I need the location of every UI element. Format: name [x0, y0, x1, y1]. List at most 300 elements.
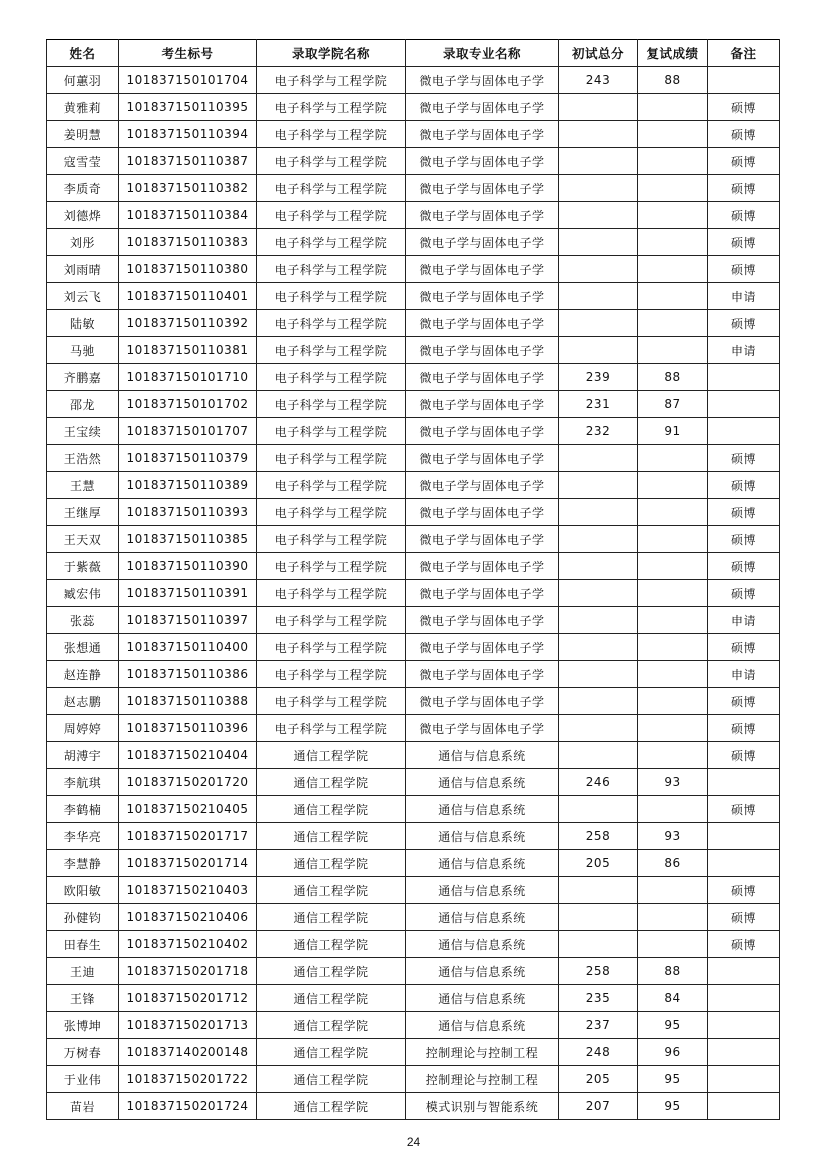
major-cell: 微电子学与固体电子学 [406, 472, 559, 499]
exam-id-cell: 101837150110383 [119, 229, 257, 256]
remark-cell: 硕博 [708, 310, 780, 337]
college-cell: 电子科学与工程学院 [257, 148, 406, 175]
exam-id-cell: 101837150110384 [119, 202, 257, 229]
remark-cell: 硕博 [708, 499, 780, 526]
exam-id-cell: 101837150210406 [119, 904, 257, 931]
retest-score-cell: 95 [638, 1012, 708, 1039]
table-row [47, 850, 780, 877]
exam-id-cell: 101837150201718 [119, 958, 257, 985]
college-cell: 通信工程学院 [257, 904, 406, 931]
initial-score-cell [559, 445, 638, 472]
table-row [47, 283, 780, 310]
name-cell: 于业伟 [47, 1066, 119, 1093]
major-cell: 微电子学与固体电子学 [406, 418, 559, 445]
remark-cell: 硕博 [708, 580, 780, 607]
remark-cell: 硕博 [708, 526, 780, 553]
exam-id-cell: 101837150110379 [119, 445, 257, 472]
exam-id-cell: 101837150101704 [119, 67, 257, 94]
initial-score-cell [559, 175, 638, 202]
retest-score-cell: 88 [638, 67, 708, 94]
retest-score-cell [638, 148, 708, 175]
name-cell: 苗岩 [47, 1093, 119, 1120]
remark-cell [708, 985, 780, 1012]
initial-score-cell [559, 742, 638, 769]
college-cell: 电子科学与工程学院 [257, 310, 406, 337]
college-cell: 电子科学与工程学院 [257, 553, 406, 580]
remark-cell: 硕博 [708, 175, 780, 202]
table-row [47, 1039, 780, 1066]
name-cell: 于紫薇 [47, 553, 119, 580]
major-cell: 控制理论与控制工程 [406, 1039, 559, 1066]
initial-score-cell [559, 796, 638, 823]
table-row [47, 1012, 780, 1039]
remark-cell: 硕博 [708, 742, 780, 769]
exam-id-cell: 101837150110385 [119, 526, 257, 553]
exam-id-cell: 101837150110390 [119, 553, 257, 580]
table-row [47, 1093, 780, 1120]
table-row [47, 688, 780, 715]
exam-id-cell: 101837150210404 [119, 742, 257, 769]
exam-id-cell: 101837150201714 [119, 850, 257, 877]
table-row [47, 229, 780, 256]
initial-score-cell [559, 931, 638, 958]
name-cell: 何蕙羽 [47, 67, 119, 94]
initial-score-cell [559, 661, 638, 688]
exam-id-cell: 101837150201717 [119, 823, 257, 850]
remark-cell: 申请 [708, 607, 780, 634]
exam-id-cell: 101837150101707 [119, 418, 257, 445]
major-cell: 通信与信息系统 [406, 796, 559, 823]
name-cell: 李鹤楠 [47, 796, 119, 823]
retest-score-cell [638, 175, 708, 202]
table-row [47, 337, 780, 364]
initial-score-cell [559, 229, 638, 256]
initial-score-cell: 246 [559, 769, 638, 796]
remark-cell: 硕博 [708, 931, 780, 958]
table-body [47, 67, 780, 1120]
exam-id-cell: 101837150201722 [119, 1066, 257, 1093]
name-cell: 张博坤 [47, 1012, 119, 1039]
retest-score-cell [638, 553, 708, 580]
retest-score-cell [638, 472, 708, 499]
name-cell: 张蕊 [47, 607, 119, 634]
retest-score-header: 复试成绩 [638, 40, 708, 67]
name-cell: 刘云飞 [47, 283, 119, 310]
remark-cell [708, 1039, 780, 1066]
name-cell: 欧阳敏 [47, 877, 119, 904]
major-cell: 微电子学与固体电子学 [406, 67, 559, 94]
retest-score-cell [638, 634, 708, 661]
name-cell: 齐鹏嘉 [47, 364, 119, 391]
initial-score-cell [559, 526, 638, 553]
major-cell: 微电子学与固体电子学 [406, 337, 559, 364]
college-cell: 电子科学与工程学院 [257, 229, 406, 256]
name-cell: 王浩然 [47, 445, 119, 472]
remark-cell [708, 364, 780, 391]
major-cell: 微电子学与固体电子学 [406, 688, 559, 715]
exam-id-cell: 101837150110380 [119, 256, 257, 283]
name-cell: 李华亮 [47, 823, 119, 850]
table-row [47, 121, 780, 148]
name-cell: 李质奇 [47, 175, 119, 202]
major-cell: 通信与信息系统 [406, 904, 559, 931]
college-cell: 电子科学与工程学院 [257, 202, 406, 229]
college-cell: 通信工程学院 [257, 877, 406, 904]
college-cell: 通信工程学院 [257, 985, 406, 1012]
major-cell: 通信与信息系统 [406, 958, 559, 985]
remark-cell: 硕博 [708, 796, 780, 823]
table-row [47, 1066, 780, 1093]
major-cell: 通信与信息系统 [406, 823, 559, 850]
exam-id-cell: 101837140200148 [119, 1039, 257, 1066]
exam-id-cell: 101837150110388 [119, 688, 257, 715]
initial-score-cell [559, 337, 638, 364]
college-cell: 电子科学与工程学院 [257, 661, 406, 688]
name-cell: 刘德烨 [47, 202, 119, 229]
major-cell: 通信与信息系统 [406, 769, 559, 796]
exam-id-cell: 101837150110395 [119, 94, 257, 121]
major-cell: 微电子学与固体电子学 [406, 364, 559, 391]
name-cell: 田春生 [47, 931, 119, 958]
exam-id-cell: 101837150110386 [119, 661, 257, 688]
initial-score-cell: 243 [559, 67, 638, 94]
exam-id-cell: 101837150110389 [119, 472, 257, 499]
initial-score-cell [559, 499, 638, 526]
remark-cell: 硕博 [708, 445, 780, 472]
remark-cell: 硕博 [708, 256, 780, 283]
major-cell: 微电子学与固体电子学 [406, 256, 559, 283]
retest-score-cell: 87 [638, 391, 708, 418]
college-cell: 电子科学与工程学院 [257, 94, 406, 121]
college-cell: 通信工程学院 [257, 958, 406, 985]
remark-cell: 硕博 [708, 94, 780, 121]
exam-id-cell: 101837150110400 [119, 634, 257, 661]
retest-score-cell [638, 580, 708, 607]
initial-score-cell [559, 877, 638, 904]
initial-score-cell [559, 148, 638, 175]
college-cell: 电子科学与工程学院 [257, 526, 406, 553]
retest-score-cell [638, 877, 708, 904]
retest-score-cell [638, 202, 708, 229]
table-header [47, 40, 780, 67]
retest-score-cell [638, 715, 708, 742]
remark-cell [708, 769, 780, 796]
name-cell: 邵龙 [47, 391, 119, 418]
initial-score-cell [559, 283, 638, 310]
table-row [47, 148, 780, 175]
table-row [47, 526, 780, 553]
college-cell: 电子科学与工程学院 [257, 175, 406, 202]
college-cell: 通信工程学院 [257, 769, 406, 796]
name-cell: 黄雅莉 [47, 94, 119, 121]
major-cell: 通信与信息系统 [406, 931, 559, 958]
table-row [47, 580, 780, 607]
college-cell: 通信工程学院 [257, 1093, 406, 1120]
retest-score-cell [638, 283, 708, 310]
college-cell: 通信工程学院 [257, 796, 406, 823]
retest-score-cell [638, 94, 708, 121]
table-row [47, 715, 780, 742]
major-cell: 微电子学与固体电子学 [406, 661, 559, 688]
name-cell: 赵志鹏 [47, 688, 119, 715]
admission-table [46, 39, 780, 1120]
table-row [47, 445, 780, 472]
major-cell: 控制理论与控制工程 [406, 1066, 559, 1093]
exam-id-cell: 101837150201713 [119, 1012, 257, 1039]
table-row [47, 499, 780, 526]
table-row [47, 769, 780, 796]
college-cell: 通信工程学院 [257, 850, 406, 877]
retest-score-cell [638, 742, 708, 769]
initial-score-cell: 237 [559, 1012, 638, 1039]
retest-score-cell: 93 [638, 823, 708, 850]
major-cell: 微电子学与固体电子学 [406, 580, 559, 607]
name-cell: 万树春 [47, 1039, 119, 1066]
initial-score-cell [559, 553, 638, 580]
table-row [47, 877, 780, 904]
major-cell: 微电子学与固体电子学 [406, 229, 559, 256]
remark-cell: 硕博 [708, 121, 780, 148]
major-cell: 通信与信息系统 [406, 1012, 559, 1039]
retest-score-cell: 96 [638, 1039, 708, 1066]
remark-cell [708, 1093, 780, 1120]
table-row [47, 931, 780, 958]
major-cell: 通信与信息系统 [406, 850, 559, 877]
table-row [47, 472, 780, 499]
major-cell: 微电子学与固体电子学 [406, 445, 559, 472]
name-cell: 刘雨晴 [47, 256, 119, 283]
initial-score-cell [559, 715, 638, 742]
initial-score-cell [559, 688, 638, 715]
initial-score-cell: 258 [559, 958, 638, 985]
name-cell: 王慧 [47, 472, 119, 499]
remark-cell [708, 850, 780, 877]
retest-score-cell [638, 661, 708, 688]
name-cell: 张想通 [47, 634, 119, 661]
table-row [47, 67, 780, 94]
college-cell: 通信工程学院 [257, 1012, 406, 1039]
major-cell: 通信与信息系统 [406, 742, 559, 769]
remark-cell: 硕博 [708, 229, 780, 256]
exam-id-cell: 101837150110391 [119, 580, 257, 607]
initial-score-cell [559, 904, 638, 931]
remark-cell: 硕博 [708, 904, 780, 931]
table-row [47, 634, 780, 661]
name-cell: 寇雪莹 [47, 148, 119, 175]
remark-header: 备注 [708, 40, 780, 67]
exam-id-cell: 101837150110393 [119, 499, 257, 526]
remark-cell [708, 1012, 780, 1039]
retest-score-cell [638, 526, 708, 553]
retest-score-cell [638, 256, 708, 283]
college-cell: 电子科学与工程学院 [257, 715, 406, 742]
major-cell: 微电子学与固体电子学 [406, 526, 559, 553]
major-cell: 微电子学与固体电子学 [406, 94, 559, 121]
college-cell: 通信工程学院 [257, 1039, 406, 1066]
remark-cell [708, 823, 780, 850]
college-cell: 通信工程学院 [257, 742, 406, 769]
initial-score-cell: 258 [559, 823, 638, 850]
major-cell: 微电子学与固体电子学 [406, 121, 559, 148]
exam-id-cell: 101837150110382 [119, 175, 257, 202]
remark-cell: 硕博 [708, 553, 780, 580]
retest-score-cell [638, 607, 708, 634]
retest-score-cell: 88 [638, 364, 708, 391]
major-header: 录取专业名称 [406, 40, 559, 67]
remark-cell: 硕博 [708, 634, 780, 661]
college-cell: 电子科学与工程学院 [257, 256, 406, 283]
name-cell: 王迪 [47, 958, 119, 985]
retest-score-cell [638, 310, 708, 337]
initial-score-cell [559, 472, 638, 499]
college-cell: 通信工程学院 [257, 931, 406, 958]
initial-score-cell: 239 [559, 364, 638, 391]
retest-score-cell: 84 [638, 985, 708, 1012]
college-header: 录取学院名称 [257, 40, 406, 67]
name-cell: 臧宏伟 [47, 580, 119, 607]
remark-cell: 硕博 [708, 472, 780, 499]
exam-id-cell: 101837150201712 [119, 985, 257, 1012]
name-cell: 刘彤 [47, 229, 119, 256]
remark-cell: 硕博 [708, 202, 780, 229]
major-cell: 微电子学与固体电子学 [406, 607, 559, 634]
major-cell: 微电子学与固体电子学 [406, 202, 559, 229]
initial-score-cell: 232 [559, 418, 638, 445]
exam-id-header: 考生标号 [119, 40, 257, 67]
initial-score-cell [559, 634, 638, 661]
retest-score-cell: 95 [638, 1093, 708, 1120]
college-cell: 电子科学与工程学院 [257, 472, 406, 499]
table-row [47, 607, 780, 634]
retest-score-cell: 91 [638, 418, 708, 445]
name-header: 姓名 [47, 40, 119, 67]
table-row [47, 985, 780, 1012]
major-cell: 微电子学与固体电子学 [406, 310, 559, 337]
table-row [47, 364, 780, 391]
table-row [47, 553, 780, 580]
retest-score-cell: 93 [638, 769, 708, 796]
table-row [47, 391, 780, 418]
major-cell: 微电子学与固体电子学 [406, 175, 559, 202]
name-cell: 王继厚 [47, 499, 119, 526]
exam-id-cell: 101837150210402 [119, 931, 257, 958]
name-cell: 李慧静 [47, 850, 119, 877]
table-row [47, 823, 780, 850]
initial-score-cell: 248 [559, 1039, 638, 1066]
exam-id-cell: 101837150101710 [119, 364, 257, 391]
exam-id-cell: 101837150110396 [119, 715, 257, 742]
college-cell: 电子科学与工程学院 [257, 499, 406, 526]
header-row [47, 40, 780, 67]
remark-cell [708, 418, 780, 445]
exam-id-cell: 101837150201720 [119, 769, 257, 796]
exam-id-cell: 101837150110394 [119, 121, 257, 148]
initial-score-cell [559, 256, 638, 283]
remark-cell: 申请 [708, 661, 780, 688]
table-row [47, 94, 780, 121]
remark-cell: 硕博 [708, 688, 780, 715]
college-cell: 电子科学与工程学院 [257, 688, 406, 715]
major-cell: 微电子学与固体电子学 [406, 499, 559, 526]
table-row [47, 418, 780, 445]
exam-id-cell: 101837150201724 [119, 1093, 257, 1120]
remark-cell: 硕博 [708, 715, 780, 742]
college-cell: 通信工程学院 [257, 1066, 406, 1093]
initial-score-cell [559, 121, 638, 148]
college-cell: 电子科学与工程学院 [257, 445, 406, 472]
initial-score-cell: 205 [559, 850, 638, 877]
initial-score-cell: 205 [559, 1066, 638, 1093]
retest-score-cell [638, 904, 708, 931]
college-cell: 电子科学与工程学院 [257, 337, 406, 364]
exam-id-cell: 101837150110401 [119, 283, 257, 310]
name-cell: 周婷婷 [47, 715, 119, 742]
initial-score-cell [559, 94, 638, 121]
retest-score-cell [638, 796, 708, 823]
college-cell: 电子科学与工程学院 [257, 580, 406, 607]
name-cell: 王锋 [47, 985, 119, 1012]
retest-score-cell [638, 931, 708, 958]
table-row [47, 742, 780, 769]
major-cell: 微电子学与固体电子学 [406, 634, 559, 661]
table-row [47, 202, 780, 229]
exam-id-cell: 101837150101702 [119, 391, 257, 418]
college-cell: 电子科学与工程学院 [257, 634, 406, 661]
exam-id-cell: 101837150110397 [119, 607, 257, 634]
college-cell: 通信工程学院 [257, 823, 406, 850]
major-cell: 微电子学与固体电子学 [406, 148, 559, 175]
initial-score-cell: 235 [559, 985, 638, 1012]
page-number: 24 [406, 1135, 421, 1149]
exam-id-cell: 101837150110381 [119, 337, 257, 364]
remark-cell: 申请 [708, 283, 780, 310]
exam-id-cell: 101837150210405 [119, 796, 257, 823]
name-cell: 马驰 [47, 337, 119, 364]
retest-score-cell [638, 499, 708, 526]
name-cell: 陆敏 [47, 310, 119, 337]
major-cell: 微电子学与固体电子学 [406, 553, 559, 580]
name-cell: 李航琪 [47, 769, 119, 796]
initial-score-header: 初试总分 [559, 40, 638, 67]
remark-cell: 硕博 [708, 148, 780, 175]
retest-score-cell: 95 [638, 1066, 708, 1093]
initial-score-cell [559, 202, 638, 229]
retest-score-cell [638, 445, 708, 472]
name-cell: 王宝续 [47, 418, 119, 445]
name-cell: 姜明慧 [47, 121, 119, 148]
name-cell: 胡溥宇 [47, 742, 119, 769]
remark-cell [708, 958, 780, 985]
college-cell: 电子科学与工程学院 [257, 67, 406, 94]
retest-score-cell [638, 337, 708, 364]
college-cell: 电子科学与工程学院 [257, 607, 406, 634]
major-cell: 模式识别与智能系统 [406, 1093, 559, 1120]
table-row [47, 661, 780, 688]
table-row [47, 310, 780, 337]
name-cell: 王天双 [47, 526, 119, 553]
major-cell: 微电子学与固体电子学 [406, 283, 559, 310]
name-cell: 孙健钧 [47, 904, 119, 931]
major-cell: 微电子学与固体电子学 [406, 391, 559, 418]
retest-score-cell [638, 688, 708, 715]
remark-cell [708, 1066, 780, 1093]
exam-id-cell: 101837150210403 [119, 877, 257, 904]
remark-cell: 申请 [708, 337, 780, 364]
college-cell: 电子科学与工程学院 [257, 283, 406, 310]
exam-id-cell: 101837150110392 [119, 310, 257, 337]
major-cell: 微电子学与固体电子学 [406, 715, 559, 742]
retest-score-cell: 88 [638, 958, 708, 985]
